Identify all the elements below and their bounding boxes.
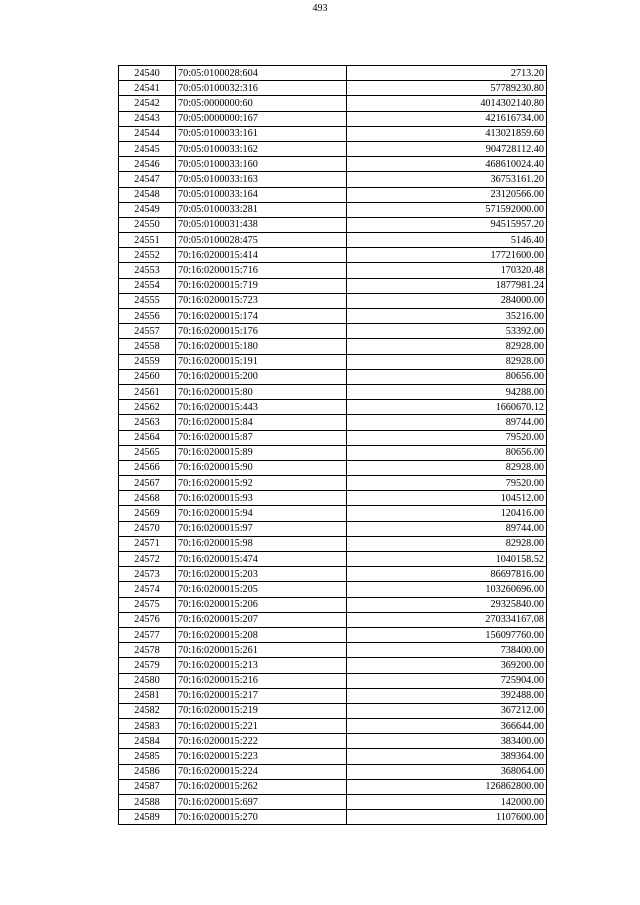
- cadastral-value-cell: 17721600.00: [347, 248, 547, 263]
- cadastral-number-cell: 70:16:0200015:213: [176, 658, 347, 673]
- cadastral-number-cell: 70:05:0100033:162: [176, 141, 347, 156]
- row-number-cell: 24577: [119, 627, 176, 642]
- cadastral-value-cell: 29325840.00: [347, 597, 547, 612]
- cadastral-value-cell: 468610024.40: [347, 157, 547, 172]
- cadastral-number-cell: 70:16:0200015:223: [176, 749, 347, 764]
- cadastral-number-cell: 70:05:0100033:161: [176, 126, 347, 141]
- cadastral-number-cell: 70:16:0200015:92: [176, 476, 347, 491]
- row-number-cell: 24568: [119, 491, 176, 506]
- cadastral-value-cell: 79520.00: [347, 476, 547, 491]
- cadastral-value-cell: 89744.00: [347, 415, 547, 430]
- cadastral-value-cell: 94288.00: [347, 384, 547, 399]
- table-row: [119, 324, 547, 339]
- table-row: [119, 400, 547, 415]
- cadastral-number-cell: 70:16:0200015:723: [176, 293, 347, 308]
- row-number-cell: 24573: [119, 567, 176, 582]
- cadastral-value-cell: 142000.00: [347, 795, 547, 810]
- row-number-cell: 24557: [119, 324, 176, 339]
- cadastral-number-cell: 70:16:0200015:97: [176, 521, 347, 536]
- row-number-cell: 24582: [119, 703, 176, 718]
- table-row: [119, 627, 547, 642]
- row-number-cell: 24544: [119, 126, 176, 141]
- cadastral-value-cell: 53392.00: [347, 324, 547, 339]
- cadastral-number-cell: 70:05:0100032:316: [176, 81, 347, 96]
- table-row: [119, 521, 547, 536]
- cadastral-number-cell: 70:16:0200015:261: [176, 643, 347, 658]
- table-row: [119, 278, 547, 293]
- row-number-cell: 24553: [119, 263, 176, 278]
- table-row: [119, 384, 547, 399]
- cadastral-value-cell: 738400.00: [347, 643, 547, 658]
- cadastral-value-cell: 2713.20: [347, 66, 547, 81]
- cadastral-number-cell: 70:05:0000000:60: [176, 96, 347, 111]
- table-row: [119, 202, 547, 217]
- table-row: [119, 430, 547, 445]
- cadastral-value-cell: 82928.00: [347, 339, 547, 354]
- cadastral-number-cell: 70:16:0200015:219: [176, 703, 347, 718]
- table-row: [119, 719, 547, 734]
- table-row: [119, 309, 547, 324]
- cadastral-number-cell: 70:16:0200015:270: [176, 810, 347, 825]
- table-row: [119, 354, 547, 369]
- table-row: [119, 536, 547, 551]
- cadastral-number-cell: 70:16:0200015:205: [176, 582, 347, 597]
- row-number-cell: 24551: [119, 233, 176, 248]
- cadastral-value-cell: 904728112.40: [347, 141, 547, 156]
- table-row: [119, 673, 547, 688]
- cadastral-value-cell: 80656.00: [347, 369, 547, 384]
- cadastral-number-cell: 70:05:0100028:604: [176, 66, 347, 81]
- row-number-cell: 24564: [119, 430, 176, 445]
- cadastral-value-cell: 103260696.00: [347, 582, 547, 597]
- cadastral-value-cell: 156097760.00: [347, 627, 547, 642]
- table-row: [119, 141, 547, 156]
- table-row: [119, 582, 547, 597]
- cadastral-number-cell: 70:16:0200015:216: [176, 673, 347, 688]
- row-number-cell: 24550: [119, 217, 176, 232]
- row-number-cell: 24547: [119, 172, 176, 187]
- table-row: [119, 491, 547, 506]
- row-number-cell: 24588: [119, 795, 176, 810]
- row-number-cell: 24567: [119, 476, 176, 491]
- table-row: [119, 779, 547, 794]
- row-number-cell: 24578: [119, 643, 176, 658]
- cadastral-value-cell: 1107600.00: [347, 810, 547, 825]
- cadastral-value-cell: 1660670.12: [347, 400, 547, 415]
- cadastral-number-cell: 70:16:0200015:262: [176, 779, 347, 794]
- cadastral-number-cell: 70:16:0200015:207: [176, 612, 347, 627]
- row-number-cell: 24560: [119, 369, 176, 384]
- cadastral-number-cell: 70:16:0200015:716: [176, 263, 347, 278]
- table-row: [119, 795, 547, 810]
- cadastral-value-cell: 79520.00: [347, 430, 547, 445]
- cadastral-value-cell: 1040158.52: [347, 552, 547, 567]
- table-row: [119, 612, 547, 627]
- table-body: [119, 66, 547, 825]
- table-row: [119, 172, 547, 187]
- row-number-cell: 24585: [119, 749, 176, 764]
- cadastral-value-cell: 389364.00: [347, 749, 547, 764]
- cadastral-value-cell: 94515957.20: [347, 217, 547, 232]
- row-number-cell: 24570: [119, 521, 176, 536]
- row-number-cell: 24542: [119, 96, 176, 111]
- cadastral-number-cell: 70:16:0200015:94: [176, 506, 347, 521]
- cadastral-value-cell: 57789230.80: [347, 81, 547, 96]
- table-row: [119, 643, 547, 658]
- row-number-cell: 24569: [119, 506, 176, 521]
- cadastral-number-cell: 70:16:0200015:200: [176, 369, 347, 384]
- row-number-cell: 24556: [119, 309, 176, 324]
- row-number-cell: 24543: [119, 111, 176, 126]
- table-row: [119, 339, 547, 354]
- table-row: [119, 552, 547, 567]
- row-number-cell: 24580: [119, 673, 176, 688]
- cadastral-value-cell: 86697816.00: [347, 567, 547, 582]
- cadastral-number-cell: 70:05:0100033:163: [176, 172, 347, 187]
- row-number-cell: 24572: [119, 552, 176, 567]
- cadastral-value-cell: 23120566.00: [347, 187, 547, 202]
- row-number-cell: 24565: [119, 445, 176, 460]
- cadastral-number-cell: 70:05:0100028:475: [176, 233, 347, 248]
- cadastral-number-cell: 70:16:0200015:84: [176, 415, 347, 430]
- cadastral-value-cell: 5146.40: [347, 233, 547, 248]
- table-row: [119, 263, 547, 278]
- row-number-cell: 24587: [119, 779, 176, 794]
- cadastral-number-cell: 70:16:0200015:80: [176, 384, 347, 399]
- row-number-cell: 24548: [119, 187, 176, 202]
- cadastral-number-cell: 70:16:0200015:89: [176, 445, 347, 460]
- table-row: [119, 369, 547, 384]
- row-number-cell: 24581: [119, 688, 176, 703]
- cadastral-value-cell: 421616734.00: [347, 111, 547, 126]
- table-row: [119, 460, 547, 475]
- cadastral-number-cell: 70:16:0200015:206: [176, 597, 347, 612]
- cadastral-value-cell: 571592000.00: [347, 202, 547, 217]
- table-row: [119, 567, 547, 582]
- cadastral-number-cell: 70:16:0200015:217: [176, 688, 347, 703]
- cadastral-number-cell: 70:16:0200015:93: [176, 491, 347, 506]
- cadastral-value-cell: 36753161.20: [347, 172, 547, 187]
- table-row: [119, 111, 547, 126]
- cadastral-number-cell: 70:05:0100033:164: [176, 187, 347, 202]
- row-number-cell: 24561: [119, 384, 176, 399]
- row-number-cell: 24589: [119, 810, 176, 825]
- row-number-cell: 24576: [119, 612, 176, 627]
- cadastral-value-cell: 413021859.60: [347, 126, 547, 141]
- cadastral-value-cell: 104512.00: [347, 491, 547, 506]
- table-row: [119, 126, 547, 141]
- cadastral-value-cell: 368064.00: [347, 764, 547, 779]
- table-row: [119, 187, 547, 202]
- table-row: [119, 734, 547, 749]
- row-number-cell: 24554: [119, 278, 176, 293]
- cadastral-number-cell: 70:05:0100031:438: [176, 217, 347, 232]
- cadastral-value-cell: 725904.00: [347, 673, 547, 688]
- cadastral-value-cell: 4014302140.80: [347, 96, 547, 111]
- table-row: [119, 233, 547, 248]
- row-number-cell: 24575: [119, 597, 176, 612]
- table-row: [119, 415, 547, 430]
- table-row: [119, 96, 547, 111]
- cadastral-number-cell: 70:16:0200015:224: [176, 764, 347, 779]
- table-row: [119, 506, 547, 521]
- cadastral-number-cell: 70:16:0200015:203: [176, 567, 347, 582]
- cadastral-number-cell: 70:05:0100033:160: [176, 157, 347, 172]
- cadastral-number-cell: 70:16:0200015:90: [176, 460, 347, 475]
- table-row: [119, 703, 547, 718]
- row-number-cell: 24558: [119, 339, 176, 354]
- table-row: [119, 66, 547, 81]
- cadastral-number-cell: 70:05:0100033:281: [176, 202, 347, 217]
- row-number-cell: 24583: [119, 719, 176, 734]
- table-row: [119, 445, 547, 460]
- row-number-cell: 24541: [119, 81, 176, 96]
- cadastral-value-cell: 126862800.00: [347, 779, 547, 794]
- cadastral-number-cell: 70:16:0200015:174: [176, 309, 347, 324]
- cadastral-value-cell: 82928.00: [347, 460, 547, 475]
- row-number-cell: 24555: [119, 293, 176, 308]
- row-number-cell: 24566: [119, 460, 176, 475]
- cadastral-number-cell: 70:16:0200015:191: [176, 354, 347, 369]
- cadastral-number-cell: 70:16:0200015:180: [176, 339, 347, 354]
- cadastral-value-cell: 120416.00: [347, 506, 547, 521]
- table-row: [119, 476, 547, 491]
- table-row: [119, 688, 547, 703]
- cadastral-value-cell: 1877981.24: [347, 278, 547, 293]
- cadastral-number-cell: 70:16:0200015:98: [176, 536, 347, 551]
- cadastral-value-cell: 366644.00: [347, 719, 547, 734]
- cadastral-value-cell: 89744.00: [347, 521, 547, 536]
- cadastral-value-cell: 367212.00: [347, 703, 547, 718]
- table-row: [119, 157, 547, 172]
- table-row: [119, 658, 547, 673]
- cadastral-number-cell: 70:16:0200015:221: [176, 719, 347, 734]
- cadastral-number-cell: 70:16:0200015:222: [176, 734, 347, 749]
- cadastral-number-cell: 70:16:0200015:474: [176, 552, 347, 567]
- cadastral-number-cell: 70:16:0200015:414: [176, 248, 347, 263]
- row-number-cell: 24546: [119, 157, 176, 172]
- cadastral-value-cell: 392488.00: [347, 688, 547, 703]
- cadastral-value-cell: 82928.00: [347, 354, 547, 369]
- table-row: [119, 810, 547, 825]
- table-row: [119, 217, 547, 232]
- row-number-cell: 24559: [119, 354, 176, 369]
- row-number-cell: 24545: [119, 141, 176, 156]
- table-row: [119, 248, 547, 263]
- cadastral-number-cell: 70:16:0200015:176: [176, 324, 347, 339]
- cadastral-number-cell: 70:05:0000000:167: [176, 111, 347, 126]
- row-number-cell: 24540: [119, 66, 176, 81]
- cadastral-value-cell: 170320.48: [347, 263, 547, 278]
- row-number-cell: 24586: [119, 764, 176, 779]
- cadastral-value-cell: 284000.00: [347, 293, 547, 308]
- cadastral-value-cell: 369200.00: [347, 658, 547, 673]
- cadastral-number-cell: 70:16:0200015:208: [176, 627, 347, 642]
- row-number-cell: 24562: [119, 400, 176, 415]
- cadastral-value-cell: 80656.00: [347, 445, 547, 460]
- row-number-cell: 24579: [119, 658, 176, 673]
- row-number-cell: 24563: [119, 415, 176, 430]
- cadastral-number-cell: 70:16:0200015:697: [176, 795, 347, 810]
- cadastral-value-cell: 35216.00: [347, 309, 547, 324]
- row-number-cell: 24552: [119, 248, 176, 263]
- cadastral-value-cell: 383400.00: [347, 734, 547, 749]
- table-row: [119, 81, 547, 96]
- cadastral-number-cell: 70:16:0200015:719: [176, 278, 347, 293]
- table-row: [119, 597, 547, 612]
- row-number-cell: 24574: [119, 582, 176, 597]
- cadastral-value-table: [118, 65, 547, 825]
- cadastral-value-cell: 82928.00: [347, 536, 547, 551]
- row-number-cell: 24571: [119, 536, 176, 551]
- row-number-cell: 24549: [119, 202, 176, 217]
- page-number: 493: [312, 3, 328, 14]
- table-row: [119, 293, 547, 308]
- cadastral-number-cell: 70:16:0200015:443: [176, 400, 347, 415]
- table-row: [119, 764, 547, 779]
- cadastral-value-cell: 270334167.08: [347, 612, 547, 627]
- row-number-cell: 24584: [119, 734, 176, 749]
- cadastral-number-cell: 70:16:0200015:87: [176, 430, 347, 445]
- table-row: [119, 749, 547, 764]
